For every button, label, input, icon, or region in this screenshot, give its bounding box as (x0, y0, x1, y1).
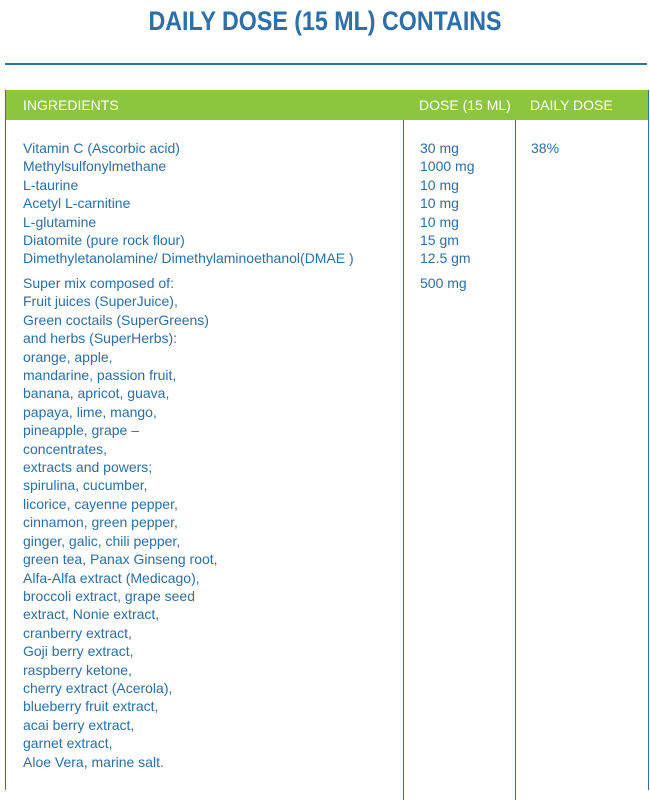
ingredient-item: Dimethyletanolamine/ Dimethylaminoethanol(DMAE ) (23, 250, 354, 267)
ingredient-item: Super mix composed of: (23, 275, 174, 291)
ingredient-item: Goji berry extract, (23, 643, 134, 660)
daily-dose-group (531, 139, 621, 157)
dose-value: 1000 mg (420, 158, 475, 175)
ingredient-item: blueberry fruit extract, (23, 698, 159, 715)
ingredient-item: extracts and powers; (23, 459, 153, 476)
header-ingredients: INGREDIENTS (23, 97, 119, 113)
page-title: DAILY DOSE (15 ML) CONTAINS (148, 6, 502, 36)
ingredient-item: cinnamon, green pepper, (23, 514, 178, 531)
ingredient-item: Green coctails (SuperGreens) (23, 311, 209, 328)
column-divider (515, 120, 516, 800)
ingredient-item: Fruit juices (SuperJuice), (23, 293, 178, 310)
ingredient-item: ginger, galic, chili pepper, (23, 532, 181, 549)
dose-value: 10 mg (420, 195, 459, 212)
ingredient-item: Methylsulfonylmethane (23, 158, 167, 175)
ingredient-group-vitamins (23, 139, 403, 268)
dose-group-super-mix (420, 274, 510, 292)
dose-value: 30 mg (420, 140, 459, 156)
ingredient-item: Acetyl L-carnitine (23, 195, 131, 212)
ingredient-item: pineapple, grape – (23, 422, 139, 439)
ingredient-item: extract, Nonie extract, (23, 606, 160, 623)
dose-value: 10 mg (420, 176, 459, 193)
ingredient-item: papaya, lime, mango, (23, 403, 157, 420)
ingredient-item: acai berry extract, (23, 716, 135, 733)
ingredient-item: L-glutamine (23, 213, 97, 230)
column-divider (403, 120, 404, 800)
ingredient-item: Diatomite (pure rock flour) (23, 232, 185, 249)
ingredient-item: Alfa-Alfa extract (Medicago), (23, 569, 200, 586)
dose-value: 10 mg (420, 213, 459, 230)
ingredient-item: mandarine, passion fruit, (23, 367, 177, 384)
ingredient-item: spirulina, cucumber, (23, 477, 148, 494)
ingredient-item: broccoli extract, grape seed (23, 587, 195, 604)
ingredient-item: licorice, cayenne pepper, (23, 495, 178, 512)
ingredient-item: cherry extract (Acerola), (23, 679, 173, 696)
ingredient-item: concentrates, (23, 440, 108, 457)
ingredients-table (5, 90, 649, 790)
ingredient-item: banana, apricot, guava, (23, 385, 170, 402)
dose-value: 500 mg (420, 275, 467, 291)
daily-dose-value: 38% (531, 140, 560, 156)
ingredient-item: L-taurine (23, 176, 79, 193)
ingredient-item: cranberry extract, (23, 624, 132, 641)
ingredient-item: Vitamin C (Ascorbic acid) (23, 140, 180, 156)
table-header-row (6, 90, 648, 120)
title-divider (5, 63, 647, 65)
dose-group-vitamins (420, 139, 510, 268)
dose-value: 15 gm (420, 232, 459, 249)
dose-value: 12.5 gm (420, 250, 471, 267)
header-dose: DOSE (15 ML) (419, 97, 511, 113)
header-daily-dose: DAILY DOSE (530, 97, 613, 113)
ingredient-item: green tea, Panax Ginseng root, (23, 551, 218, 568)
ingredient-item: Aloe Vera, marine salt. (23, 753, 164, 770)
ingredient-group-super-mix (23, 274, 403, 771)
ingredient-item: garnet extract, (23, 735, 113, 752)
ingredient-item: and herbs (SuperHerbs): (23, 330, 178, 347)
ingredient-item: raspberry ketone, (23, 661, 132, 678)
ingredient-item: orange, apple, (23, 348, 113, 365)
